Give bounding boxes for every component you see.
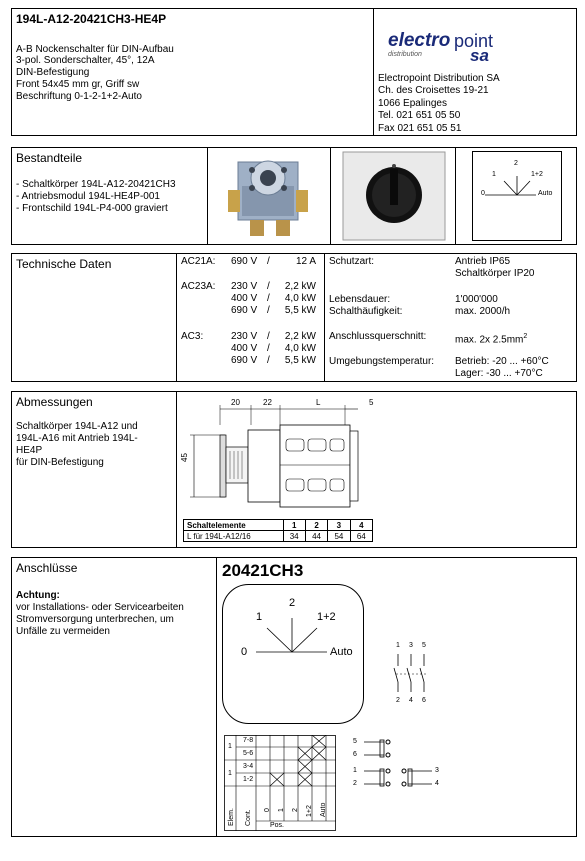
pos-label-1: 1 [278, 808, 285, 812]
ac23a-sep-1: / [267, 281, 270, 292]
component-item-3: - Frontschild 194L-P4-000 graviert [16, 203, 168, 214]
umgebung-value-2: Lager: -30 ... +70°C [455, 368, 543, 379]
pos-label: Pos. [270, 822, 285, 829]
ac23a-sep-2: / [267, 293, 270, 304]
contact-top-3: 3 [409, 642, 413, 649]
connection-code: 20421CH3 [222, 561, 304, 580]
components-divider-2 [330, 147, 331, 245]
dial-label-0: 0 [241, 646, 248, 658]
dial-label-2: 2 [289, 597, 296, 609]
wiring-label-2: 2 [353, 780, 357, 787]
description-line-2: 3-pol. Sonderschalter, 45°, 12A [16, 55, 155, 66]
ac23a-value-1: 2,2 kW [284, 281, 316, 292]
umgebung-value-1: Betrieb: -20 ... +60°C [455, 356, 549, 367]
ac3-voltage-1: 230 V [231, 331, 258, 342]
wiring-label-1: 1 [353, 767, 357, 774]
components-divider-3 [455, 147, 456, 245]
dim-label-22: 22 [263, 398, 272, 407]
cont-row-4: 1-2 [243, 776, 254, 783]
schutzart-value-1: Antrieb IP65 [455, 256, 511, 267]
tech-divider-2 [324, 253, 325, 382]
company-line-4: Tel. 021 651 05 50 [378, 110, 461, 121]
warning-title: Achtung: [16, 590, 60, 601]
description-line-5: Beschriftung 0-1-2-1+2-Auto [16, 91, 142, 102]
front-plate-photo [342, 151, 446, 241]
schutzart-label: Schutzart: [329, 256, 375, 267]
ac3-voltage-3: 690 V [231, 355, 258, 366]
ac23a-value-3: 5,5 kW [284, 305, 316, 316]
table-cell: 34 [283, 531, 305, 542]
warning-line-1: vor Installations- oder Servicearbeiten [16, 602, 184, 613]
component-item-1: - Schaltkörper 194L-A12-20421CH3 [16, 179, 176, 190]
tech-divider-1 [176, 253, 177, 382]
switch-body-photo [220, 150, 320, 242]
schaltelemente-table [183, 519, 373, 542]
components-divider-1 [207, 147, 208, 245]
cont-row-3: 3-4 [243, 763, 254, 770]
contact-bottom-6: 6 [422, 697, 426, 704]
table-header-cell: 4 [350, 520, 372, 531]
logo-sub: distribution [388, 51, 422, 58]
table-cell: 44 [305, 531, 327, 542]
anschluss-value-sup: 2 [523, 333, 528, 340]
ac3-value-2: 4,0 kW [284, 343, 316, 354]
dial-label-12: 1+2 [317, 611, 336, 623]
wiring-label-4: 4 [435, 780, 439, 787]
ac3-value-1: 2,2 kW [284, 331, 316, 342]
company-line-5: Fax 021 651 05 51 [378, 123, 462, 134]
contact-top-1: 1 [396, 642, 400, 649]
lebensdauer-value: 1'000'000 [455, 294, 498, 305]
part-number: 194L-A12-20421CH3-HE4P [16, 12, 167, 26]
dimensions-text-3: HE4P [16, 445, 43, 456]
schutzart-value-2: Schaltkörper IP20 [455, 268, 535, 279]
connections-title: Anschlüsse [16, 561, 78, 575]
ac21a-voltage: 690 V [231, 256, 258, 267]
dimensions-text-2: 194L-A16 mit Antrieb 194L- [16, 433, 138, 444]
logo-word-point: point [454, 31, 494, 51]
ac23a-value-2: 4,0 kW [284, 293, 316, 304]
wiring-label-5: 5 [353, 738, 357, 745]
ac23a-voltage-1: 230 V [231, 281, 258, 292]
dimensions-text-1: Schaltkörper 194L-A12 und [16, 421, 138, 432]
small-dial-label-auto: Auto [538, 190, 553, 197]
elem-row-3: 1 [228, 770, 232, 777]
description-line-3: DIN-Befestigung [16, 67, 90, 78]
table-header-cell: 1 [283, 520, 305, 531]
component-item-2: - Antriebsmodul 194L-HE4P-001 [16, 191, 160, 202]
dimension-drawing [180, 395, 380, 515]
contact-bottom-4: 4 [409, 697, 413, 704]
description-line-1: A-B Nockenschalter für DIN-Aufbau [16, 44, 174, 55]
contact-bottom-2: 2 [396, 697, 400, 704]
ac23a-voltage-3: 690 V [231, 305, 258, 316]
ac23a-label: AC23A: [181, 281, 216, 292]
table-header-row [184, 520, 373, 531]
dimensions-title: Abmessungen [16, 395, 93, 409]
dimensions-divider [176, 391, 177, 548]
contact-symbol [390, 652, 434, 694]
dim-label-L: L [316, 398, 321, 407]
contact-top-5: 5 [422, 642, 426, 649]
ac23a-voltage-2: 400 V [231, 293, 258, 304]
warning-line-2: Stromversorgung unterbrechen, um [16, 614, 174, 625]
company-line-1: Electropoint Distribution SA [378, 73, 500, 84]
small-dial-label-1: 1 [492, 171, 496, 178]
company-line-3: 1066 Epalinges [378, 98, 447, 109]
tech-title: Technische Daten [16, 257, 112, 271]
small-dial-label-0: 0 [481, 190, 485, 197]
ac3-label: AC3: [181, 331, 204, 342]
pos-label-auto: Auto [320, 802, 327, 817]
cont-row-1: 7-8 [243, 737, 254, 744]
dial-label-1: 1 [256, 611, 263, 623]
components-title: Bestandteile [16, 151, 83, 165]
pos-label-0: 0 [264, 808, 271, 812]
dim-label-5: 5 [369, 398, 374, 407]
pos-label-12: 1+2 [306, 805, 313, 817]
anschluss-label: Anschlussquerschnitt: [329, 331, 427, 342]
table-header-cell: Schaltelemente [184, 520, 284, 531]
ac3-value-3: 5,5 kW [284, 355, 316, 366]
elem-label: Elem. [228, 808, 235, 826]
schalthaeufigkeit-label: Schalthäufigkeit: [329, 306, 403, 317]
ac3-sep-3: / [267, 355, 270, 366]
dim-label-20: 20 [231, 398, 240, 407]
small-dial-label-2: 2 [514, 160, 518, 167]
cont-row-2: 5-6 [243, 750, 254, 757]
header-divider [373, 8, 374, 136]
logo-sa: sa [470, 46, 489, 65]
ac21a-value: 12 A [295, 256, 316, 267]
warning-line-3: Unfälle zu vermeiden [16, 626, 110, 637]
ac3-sep-2: / [267, 343, 270, 354]
table-cell: 54 [328, 531, 350, 542]
connections-divider [216, 557, 217, 837]
cont-label: Cont. [245, 809, 252, 826]
schalthaeufigkeit-value: max. 2000/h [455, 306, 511, 317]
ac21a-label: AC21A: [181, 256, 216, 267]
table-header-cell: 3 [328, 520, 350, 531]
lebensdauer-label: Lebensdauer: [329, 294, 391, 305]
small-dial-label-12: 1+2 [531, 171, 543, 178]
dim-label-45: 45 [180, 453, 189, 462]
description-line-4: Front 54x45 mm gr, Griff sw [16, 79, 140, 90]
ac3-voltage-2: 400 V [231, 343, 258, 354]
table-row [184, 531, 373, 542]
ac23a-sep-3: / [267, 305, 270, 316]
company-logo [378, 28, 548, 72]
logo-word-electro: electro [388, 30, 451, 51]
ac21a-sep: / [267, 256, 270, 267]
anschluss-value [455, 331, 527, 345]
anschluss-value-text: max. 2x 2.5mm [455, 334, 524, 346]
pos-label-2: 2 [292, 808, 299, 812]
elem-row-1: 1 [228, 743, 232, 750]
dimensions-text-4: für DIN-Befestigung [16, 457, 104, 468]
company-line-2: Ch. des Croisettes 19-21 [378, 85, 489, 96]
dial-label-auto: Auto [330, 646, 353, 658]
umgebung-label: Umgebungstemperatur: [329, 356, 435, 367]
table-header-cell: 2 [305, 520, 327, 531]
wiring-label-3: 3 [435, 767, 439, 774]
table-cell: 64 [350, 531, 372, 542]
ac3-sep-1: / [267, 331, 270, 342]
table-cell: L für 194L-A12/16 [184, 531, 284, 542]
wiring-label-6: 6 [353, 751, 357, 758]
